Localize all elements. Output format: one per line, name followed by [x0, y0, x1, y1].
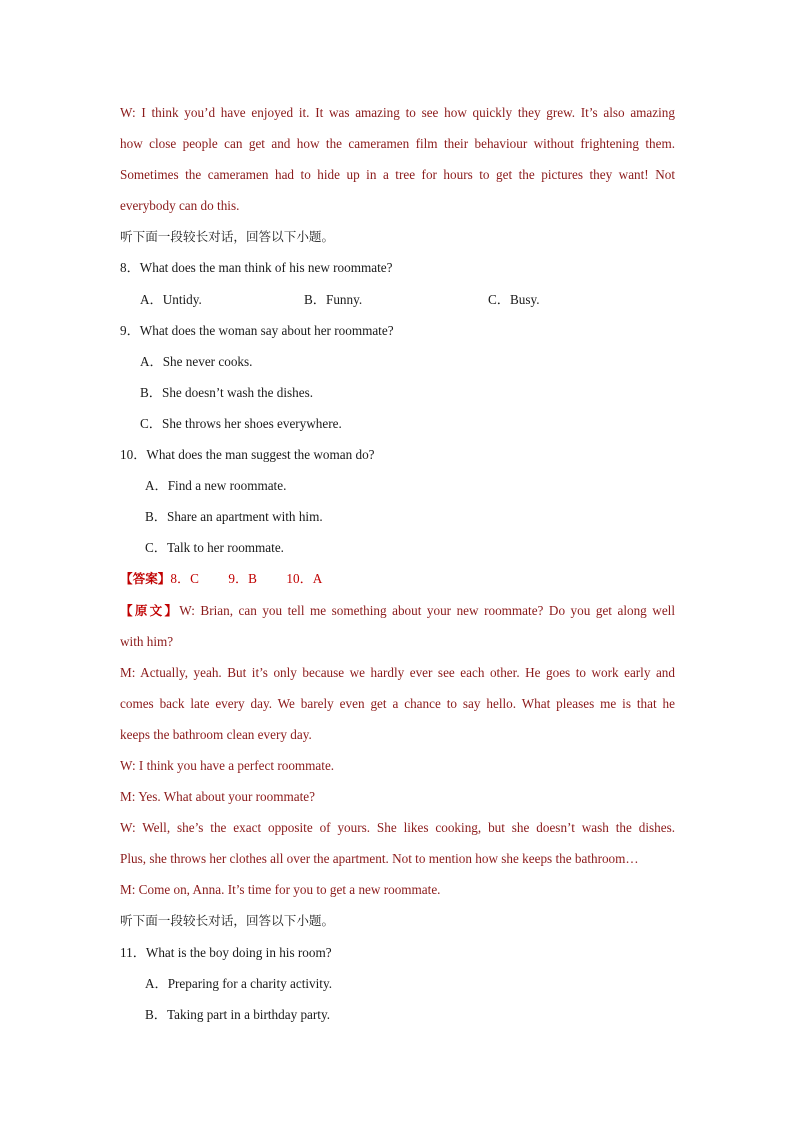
transcript-line: comes back late every day. We barely even get a chance to say hello. What pleases me is that he: [120, 695, 675, 711]
option-c: C．She throws her shoes everywhere.: [140, 415, 342, 431]
transcript-line: W: I think you’d have enjoyed it. It was amazing to see how quickly they grew. It’s also amazing: [120, 105, 675, 120]
option-b: B．Taking part in a birthday party.: [145, 1006, 330, 1022]
section-instruction: 听下面一段较长对话，回答以下小题。: [120, 913, 335, 929]
option-c: C．Busy.: [488, 291, 540, 307]
transcript-line: everybody can do this.: [120, 198, 240, 214]
option-c: C．Talk to her roommate.: [145, 540, 284, 556]
option-b: B．Share an apartment with him.: [145, 509, 323, 525]
question-8-stem: 8．What does the man think of his new roommate?: [120, 260, 393, 276]
transcript-line: W: I think you have a perfect roommate.: [120, 757, 335, 773]
transcript-line: keeps the bathroom clean every day.: [120, 726, 312, 742]
answer-10: 10．A: [286, 571, 323, 587]
option-a: A．Find a new roommate.: [145, 478, 287, 494]
answer-line: [120, 563, 675, 594]
answer-tag: 【答案】: [120, 571, 171, 587]
answer-8: 8．C: [170, 571, 199, 587]
question-8-options: [120, 284, 675, 315]
question-11-stem: 11．What is the boy doing in his room?: [120, 944, 332, 960]
answer-9: 9．B: [228, 571, 257, 587]
option-b: B．Funny.: [304, 291, 363, 307]
option-b: B．She doesn’t wash the dishes.: [140, 384, 314, 400]
transcript-line: M: Actually, yeah. But it’s only because we hardly ever see each other. He goes to work early and: [120, 664, 675, 680]
transcript-first-line: [120, 595, 675, 626]
option-a: A．Untidy.: [140, 291, 202, 307]
transcript-line: Sometimes the cameramen had to hide up in a tree for hours to get the pictures they want! Not: [120, 167, 675, 183]
option-a: A．Preparing for a charity activity.: [145, 975, 333, 991]
question-9-stem: 9．What does the woman say about her roommate?: [120, 322, 394, 338]
transcript-tag: 【原文】: [120, 602, 180, 618]
transcript-line: how close people can get and how the cameramen film their behaviour without frightening them.: [120, 136, 675, 152]
document-page: [120, 97, 675, 1030]
option-a: A．She never cooks.: [140, 353, 253, 369]
answer-values: [170, 571, 322, 586]
transcript-line: Plus, she throws her clothes all over the apartment. Not to mention how she keeps the bathroom…: [120, 851, 639, 867]
question-10-stem: 10．What does the man suggest the woman do?: [120, 447, 375, 463]
transcript-line: W: Well, she’s the exact opposite of yours. She likes cooking, but she doesn’t wash the dishes.: [120, 820, 675, 836]
section-instruction: 听下面一段较长对话，回答以下小题。: [120, 229, 335, 245]
transcript-line: with him?: [120, 633, 174, 649]
transcript-text: W: Brian, can you tell me something about your new roommate? Do you get along well: [179, 602, 675, 618]
transcript-line: M: Yes. What about your roommate?: [120, 789, 315, 805]
transcript-line: M: Come on, Anna. It’s time for you to get a new roommate.: [120, 882, 441, 898]
